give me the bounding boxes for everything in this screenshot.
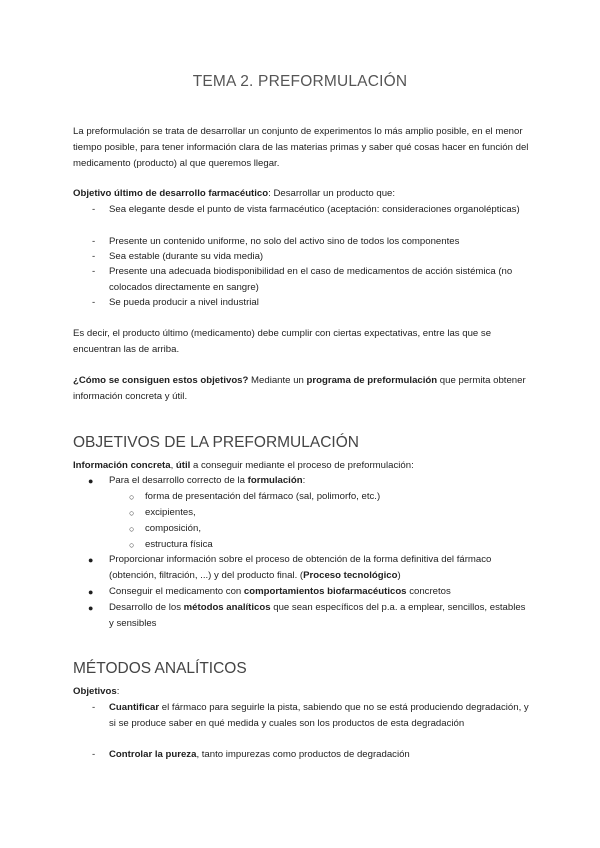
objective-item: Presente una adecuada biodisponibilidad en el caso de medicamentos de acción sistémica (no colocados directamente en sangre) [109, 266, 513, 293]
item-end: concretos [406, 586, 451, 597]
item-bold: formulación [247, 475, 303, 486]
sub-item: estructura física [145, 539, 213, 550]
section1-item [109, 473, 529, 489]
item-text: Proporcionar información sobre el proceso de obtención de la forma definitiva del fármaco (obtención, filtración, ...) y del producto final. ( [109, 554, 492, 581]
item-bold: Cuantificar [109, 702, 160, 713]
question-bold-2: programa de preformulación [306, 375, 438, 386]
sub-bullet: ○ [129, 492, 135, 502]
section1-item [109, 600, 529, 632]
intro-paragraph: La preformulación se trata de desarrollar un conjunto de experimentos lo más amplio posible, en el menor tiempo posible, para tener información clara de las materias primas y saber qué cosas hacer en función del medicamento (producto) al que queremos llegar. [73, 126, 529, 169]
objective-item: Sea elegante desde el punto de vista farmacéutico (aceptación: consideraciones organolépticas) [109, 204, 520, 215]
sub-bullet: ○ [129, 540, 135, 550]
item-bold: Controlar la pureza [109, 749, 197, 760]
section2-lead [73, 684, 533, 700]
bullet-dash: - [92, 266, 96, 277]
bullet-dash: - [92, 749, 96, 760]
bullet-dot: ● [88, 476, 94, 486]
bullet-dash: - [92, 204, 96, 215]
item-text: el fármaco para seguirle la pista, sabiendo que no se está produciendo degradación, y si se produce saber en qué medida y cuales son los productos de esta degradación [109, 702, 529, 729]
expectations-paragraph: Es decir, el producto último (medicamento) debe cumplir con ciertas expectativas, entre las que se encuentran las de arriba. [73, 328, 492, 355]
item-bold: comportamientos biofarmacéuticos [243, 586, 407, 597]
lead-bold-2: útil [175, 460, 191, 471]
bullet-dot: ● [88, 555, 94, 565]
item-end: ) [397, 570, 401, 581]
lead-bold: Información concreta [73, 460, 171, 471]
item-bold: Proceso tecnológico [303, 570, 398, 581]
sub-bullet: ○ [129, 508, 135, 518]
section-heading-metodos: MÉTODOS ANALÍTICOS [73, 660, 247, 677]
lead-text-2: a conseguir mediante el proceso de preformulación: [190, 460, 414, 471]
question-paragraph [73, 373, 533, 405]
item-text: Desarrollo de los [109, 602, 184, 613]
section2-item [109, 700, 529, 732]
bullet-dash: - [92, 702, 96, 713]
objectives-label-end: : [116, 686, 120, 697]
section1-item [109, 584, 529, 600]
sub-item: composición, [145, 523, 201, 534]
item-text: , tanto impurezas como productos de degradación [196, 749, 410, 760]
section1-item [109, 552, 529, 584]
sub-bullet: ○ [129, 524, 135, 534]
item-end: : [302, 475, 306, 486]
lead-text: , [170, 460, 176, 471]
section2-item [109, 747, 529, 763]
page-title: TEMA 2. PREFORMULACIÓN [192, 73, 408, 90]
bullet-dot: ● [88, 587, 94, 597]
section-heading-objetivos: OBJETIVOS DE LA PREFORMULACIÓN [73, 434, 359, 451]
item-bold: métodos analíticos [183, 602, 271, 613]
item-text: Para el desarrollo correcto de la [109, 475, 248, 486]
objective-lead [73, 186, 533, 202]
bullet-dash: - [92, 236, 96, 247]
bullet-dash: - [92, 297, 96, 308]
item-end: que sean específicos del p.a. a emplear, sencillos, estables y sensibles [109, 602, 526, 629]
sub-item: excipientes, [145, 507, 196, 518]
objectives-label: Objetivos [73, 686, 117, 697]
section1-lead [73, 458, 533, 474]
bullet-dot: ● [88, 603, 94, 613]
objective-item: Se pueda producir a nivel industrial [109, 297, 259, 308]
question-bold: ¿Cómo se consiguen estos objetivos? [73, 375, 249, 386]
objective-text: : Desarrollar un producto que: [268, 188, 396, 199]
question-text: Mediante un [248, 375, 307, 386]
objective-item: Sea estable (durante su vida media) [109, 251, 264, 262]
objective-item: Presente un contenido uniforme, no solo del activo sino de todos los componentes [109, 236, 460, 247]
sub-item: forma de presentación del fármaco (sal, polimorfo, etc.) [145, 491, 381, 502]
question-text-2: que permita obtener información concreta y útil. [73, 375, 526, 402]
objective-label: Objetivo último de desarrollo farmacéutico [73, 188, 269, 199]
bullet-dash: - [92, 251, 96, 262]
item-text: Conseguir el medicamento con [109, 586, 244, 597]
